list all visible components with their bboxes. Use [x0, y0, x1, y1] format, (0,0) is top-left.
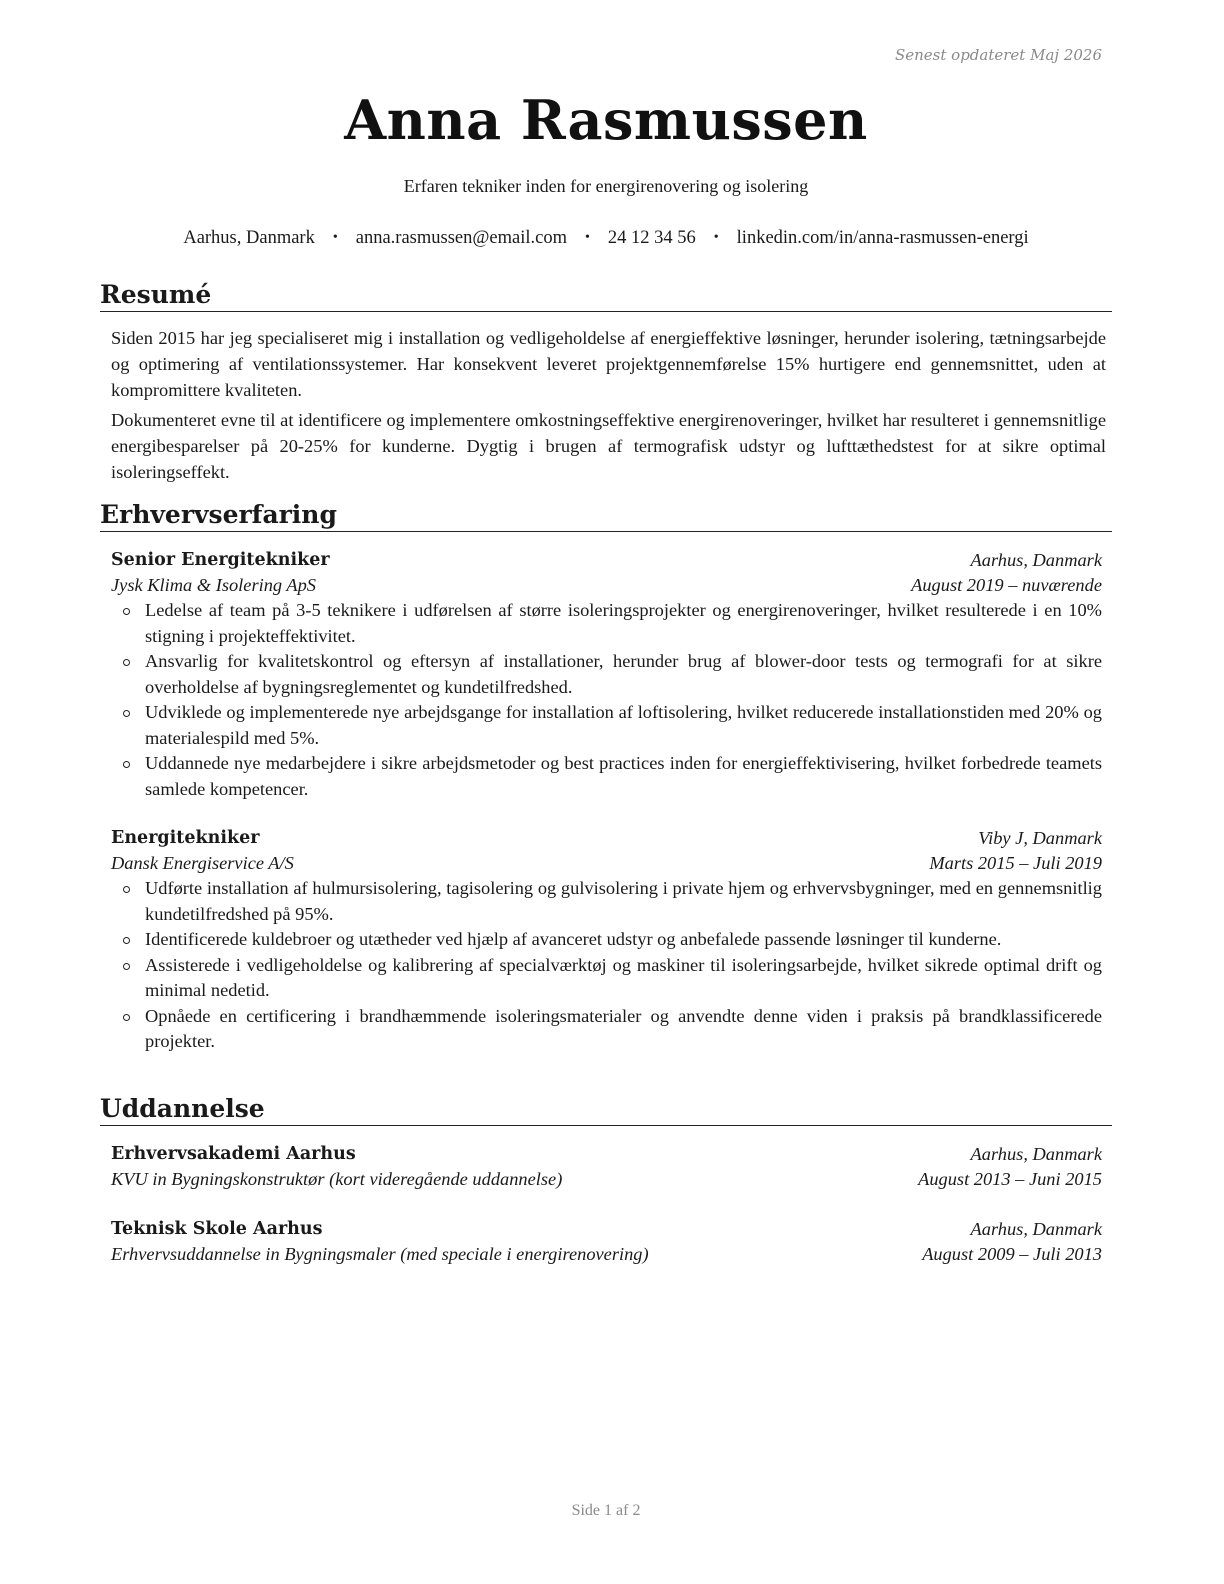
- job-2-company: Dansk Energiservice A/S: [111, 853, 294, 873]
- school-1-degree: KVU in Bygningskonstruktør (kort videregående uddannelse): [111, 1169, 563, 1189]
- section-title-experience: Erhvervserfaring: [100, 500, 1112, 532]
- separator-dot: •: [332, 230, 338, 245]
- contact-linkedin[interactable]: linkedin.com/in/anna-rasmussen-energi: [736, 228, 1029, 248]
- separator-dot: •: [713, 230, 719, 245]
- list-item: Assisterede i vedligeholdelse og kalibrering af specialværktøj og maskiner til isoleringsarbejde, hvilket sikrede optimal drift og minimal nedetid.: [111, 953, 1102, 1004]
- list-item: Identificerede kuldebroer og utætheder ved hjælp af avanceret udstyr og anbefalede passende løsninger til kunderne.: [111, 927, 1102, 953]
- contact-location: Aarhus, Danmark: [183, 228, 315, 248]
- school-2-name: Teknisk Skole Aarhus: [111, 1219, 323, 1239]
- section-title-summary: Resumé: [100, 280, 1112, 312]
- school-1-name: Erhvervsakademi Aarhus: [111, 1144, 356, 1164]
- list-item: Udførte installation af hulmursisolering, tagisolering og gulvisolering i private hjem og erhvervsbygninger, med en gennemsnitlig kundetilfredshed på 95%.: [111, 876, 1102, 927]
- job-1-header: [111, 547, 1102, 573]
- job-1-role: Senior Energitekniker: [111, 550, 330, 570]
- school-1-subheader: [111, 1166, 1102, 1192]
- job-1-location: Aarhus, Danmark: [970, 550, 1102, 570]
- contact-line: [0, 228, 1212, 249]
- job-1-company: Jysk Klima & Isolering ApS: [111, 575, 316, 595]
- section-title-education: Uddannelse: [100, 1094, 1112, 1126]
- separator-dot: •: [584, 230, 590, 245]
- summary-paragraph-2: Dokumenteret evne til at identificere og implementere omkostningseffektive energirenoveringer, hvilket har resulteret i gennemsnitlige energibesparelser på 20-25% for kunderne. Dygtig i brugen af termografisk udstyr og lufttæthedstest for at sikre optimal isoleringseffekt.: [111, 410, 1106, 482]
- school-1-header: [111, 1141, 1102, 1167]
- school-2-dates: August 2009 – Juli 2013: [922, 1244, 1102, 1264]
- job-1-subheader: [111, 572, 1102, 598]
- list-item: Ansvarlig for kvalitetskontrol og eftersyn af installationer, herunder brug af blower-door tests og termografi for at sikre overholdelse af bygningsreglementet og kundetilfredshed.: [111, 649, 1102, 700]
- candidate-name: Anna Rasmussen: [344, 88, 868, 152]
- job-2-subheader: [111, 850, 1102, 876]
- job-1-dates: August 2019 – nuværende: [911, 575, 1102, 595]
- job-1-bullets: [111, 598, 1102, 802]
- contact-email[interactable]: anna.rasmussen@email.com: [355, 228, 567, 248]
- summary-paragraph-1: Siden 2015 har jeg specialiseret mig i installation og vedligeholdelse af energieffektive løsninger, herunder isolering, tætningsarbejde og optimering af ventilationssystemer. Har konsekvent leveret projektgennemførelse 15% hurtigere end gennemsnittet, uden at kompromittere kvaliteten.: [111, 328, 1106, 400]
- job-2-role: Energitekniker: [111, 828, 260, 848]
- school-2-header: [111, 1216, 1102, 1242]
- school-1-dates: August 2013 – Juni 2015: [918, 1169, 1102, 1189]
- job-2-dates: Marts 2015 – Juli 2019: [929, 853, 1102, 873]
- list-item: Uddannede nye medarbejdere i sikre arbejdsmetoder og best practices inden for energieffektivisering, hvilket forbedrede teamets samlede kompetencer.: [111, 751, 1102, 802]
- school-2-degree: Erhvervsuddannelse in Bygningsmaler (med speciale i energirenovering): [111, 1244, 649, 1264]
- school-2-subheader: [111, 1241, 1102, 1267]
- contact-phone: 24 12 34 56: [607, 228, 696, 248]
- job-2-bullets: [111, 876, 1102, 1055]
- job-2-location: Viby J, Danmark: [978, 828, 1102, 848]
- page-number: Side 1 af 2: [571, 1502, 641, 1519]
- school-1-location: Aarhus, Danmark: [970, 1144, 1102, 1164]
- school-2-location: Aarhus, Danmark: [970, 1219, 1102, 1239]
- list-item: Ledelse af team på 3-5 teknikere i udførelsen af større isoleringsprojekter og energirenoveringer, hvilket resulterede i en 10% stigning i projekteffektivitet.: [111, 598, 1102, 649]
- tagline: Erfaren tekniker inden for energirenovering og isolering: [403, 176, 809, 196]
- list-item: Opnåede en certificering i brandhæmmende isoleringsmaterialer og anvendte denne viden i praksis på brandklassificerede projekter.: [111, 1004, 1102, 1055]
- job-2-header: [111, 825, 1102, 851]
- last-updated: Senest opdateret Maj 2026: [894, 46, 1102, 64]
- list-item: Udviklede og implementerede nye arbejdsgange for installation af loftisolering, hvilket reducerede installationstiden med 20% og materialespild med 5%.: [111, 700, 1102, 751]
